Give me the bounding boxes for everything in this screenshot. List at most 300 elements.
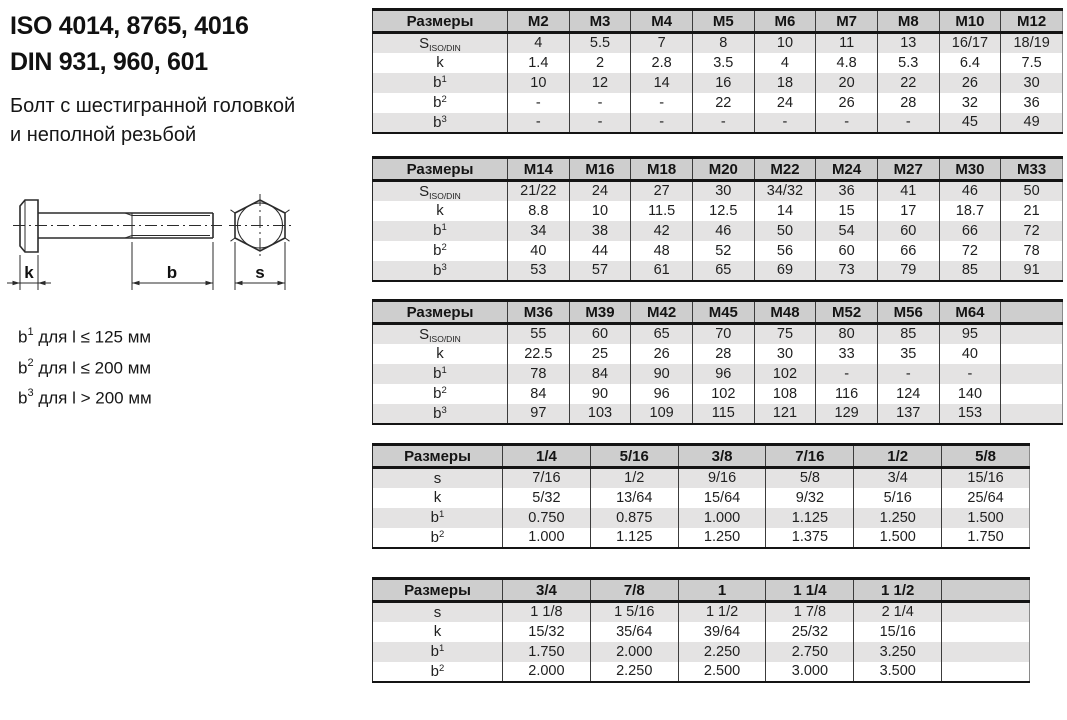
value-cell: 2 1/4 <box>854 602 942 622</box>
value-cell: 17 <box>877 201 939 221</box>
value-cell: 1.4 <box>508 53 570 73</box>
value-cell: 5.5 <box>569 33 631 53</box>
row-label <box>373 602 503 622</box>
row-label-base: S <box>419 34 430 52</box>
value-cell: 11 <box>816 33 878 53</box>
header-row <box>373 445 1030 468</box>
column-header: M14 <box>508 158 570 181</box>
row-label-sub: ISO/DIN <box>429 190 461 201</box>
row-label <box>373 73 508 93</box>
value-cell: 36 <box>816 181 878 201</box>
table-row <box>373 488 1030 508</box>
value-cell: 2 <box>569 53 631 73</box>
footnote-b1-sup: 1 <box>27 326 34 338</box>
value-cell: 54 <box>816 221 878 241</box>
table-row <box>373 384 1063 404</box>
value-cell: 18 <box>754 73 816 93</box>
table-row <box>373 344 1063 364</box>
din-standards-line: DIN 931, 960, 601 <box>10 48 208 76</box>
hex-corner-tick-bl <box>231 238 236 241</box>
row-label-base: s <box>433 603 442 621</box>
value-cell: 1.000 <box>678 508 766 528</box>
table-row <box>373 181 1063 201</box>
metric-table-m2-m12 <box>372 8 1063 134</box>
k-arrow-right <box>38 281 46 286</box>
table-row <box>373 93 1063 113</box>
value-cell: 73 <box>816 261 878 281</box>
value-cell: 25/64 <box>942 488 1030 508</box>
value-cell: 25/32 <box>766 622 854 642</box>
value-cell: 15/16 <box>942 468 1030 488</box>
empty-cell <box>1001 404 1063 424</box>
value-cell: - <box>631 113 693 133</box>
dimension-tables <box>372 0 1067 720</box>
value-cell: 109 <box>631 404 693 424</box>
value-cell: - <box>816 364 878 384</box>
value-cell: 4 <box>754 53 816 73</box>
value-cell: 1.125 <box>590 528 678 548</box>
value-cell: 46 <box>939 181 1001 201</box>
k-arrow-left <box>13 281 21 286</box>
value-cell: 9/16 <box>678 468 766 488</box>
row-label-sup: 1 <box>441 365 447 376</box>
column-header: 3/4 <box>503 579 591 602</box>
row-label-sup: 2 <box>439 528 445 540</box>
value-cell: 10 <box>569 201 631 221</box>
value-cell: 26 <box>631 344 693 364</box>
empty-cell <box>942 642 1030 662</box>
row-label <box>373 468 503 488</box>
row-label-base: k <box>436 345 444 362</box>
iso-standards-line: ISO 4014, 8765, 4016 <box>10 12 249 40</box>
value-cell: 95 <box>939 324 1001 344</box>
value-cell: 1.250 <box>854 508 942 528</box>
value-cell: 26 <box>939 73 1001 93</box>
header-row <box>373 579 1030 602</box>
value-cell: 6.4 <box>939 53 1001 73</box>
value-cell: 1 1/2 <box>678 602 766 622</box>
value-cell: 24 <box>754 93 816 113</box>
value-cell: 15 <box>816 201 878 221</box>
value-cell: 3/4 <box>854 468 942 488</box>
column-header: 1/4 <box>503 445 591 468</box>
table-row <box>373 622 1030 642</box>
column-header: M10 <box>939 10 1001 33</box>
value-cell: 39/64 <box>678 622 766 642</box>
column-header: M18 <box>631 158 693 181</box>
empty-column-header <box>1001 301 1063 324</box>
value-cell: 5/8 <box>766 468 854 488</box>
table-row <box>373 528 1030 548</box>
value-cell: 72 <box>1001 221 1063 241</box>
table-row <box>373 404 1063 424</box>
empty-cell <box>1001 384 1063 404</box>
b-arrow-left <box>132 281 140 286</box>
table-row <box>373 221 1063 241</box>
footnote-b2 <box>18 351 152 382</box>
value-cell: 3.250 <box>854 642 942 662</box>
value-cell: - <box>877 113 939 133</box>
table-row <box>373 364 1063 384</box>
column-header: 5/16 <box>590 445 678 468</box>
metric-table-m36-m64 <box>372 299 1063 425</box>
value-cell: 40 <box>939 344 1001 364</box>
value-cell: 3.500 <box>854 662 942 682</box>
footnote-b3 <box>18 381 152 412</box>
row-label <box>373 93 508 113</box>
row-label-sub: ISO/DIN <box>429 42 461 53</box>
table-row <box>373 241 1063 261</box>
value-cell: 21/22 <box>508 181 570 201</box>
value-cell: 85 <box>877 324 939 344</box>
table-row <box>373 261 1063 281</box>
value-cell: 8 <box>692 33 754 53</box>
value-cell: 60 <box>816 241 878 261</box>
value-cell: 2.000 <box>590 642 678 662</box>
row-label-sup: 1 <box>439 509 445 520</box>
value-cell: 60 <box>877 221 939 241</box>
value-cell: 66 <box>877 241 939 261</box>
empty-cell <box>1001 324 1063 344</box>
empty-cell <box>942 662 1030 682</box>
column-header: M27 <box>877 158 939 181</box>
table-row <box>373 201 1063 221</box>
value-cell: 3.000 <box>766 662 854 682</box>
value-cell: 57 <box>569 261 631 281</box>
value-cell: 1.375 <box>766 528 854 548</box>
column-header: M42 <box>631 301 693 324</box>
inch-table-3-4-to-1-1-2 <box>372 577 1030 683</box>
row-label <box>373 364 508 384</box>
value-cell: 4.8 <box>816 53 878 73</box>
value-cell: 49 <box>1001 113 1063 133</box>
footnote-b1-text: для l ≤ 125 мм <box>33 327 152 347</box>
empty-cell <box>942 602 1030 622</box>
row-label-base: S <box>419 325 430 343</box>
column-header: M36 <box>508 301 570 324</box>
value-cell: 53 <box>508 261 570 281</box>
value-cell: 116 <box>816 384 878 404</box>
value-cell: 5.3 <box>877 53 939 73</box>
product-description <box>10 92 295 150</box>
value-cell: 10 <box>508 73 570 93</box>
value-cell: 97 <box>508 404 570 424</box>
row-label <box>373 33 508 53</box>
size-header-label: Размеры <box>373 445 503 468</box>
table-row <box>373 113 1063 133</box>
table-row <box>373 662 1030 682</box>
value-cell: 16 <box>692 73 754 93</box>
column-header: M64 <box>939 301 1001 324</box>
value-cell: 1.500 <box>942 508 1030 528</box>
value-cell: 42 <box>631 221 693 241</box>
value-cell: - <box>569 113 631 133</box>
value-cell: 7/16 <box>503 468 591 488</box>
value-cell: 50 <box>1001 181 1063 201</box>
value-cell: 90 <box>631 364 693 384</box>
value-cell: 25 <box>569 344 631 364</box>
row-label-base: k <box>433 623 442 640</box>
b-arrow-right <box>206 281 214 286</box>
column-header: M5 <box>692 10 754 33</box>
s-arrow-right <box>278 281 286 286</box>
value-cell: 52 <box>692 241 754 261</box>
value-cell: 2.8 <box>631 53 693 73</box>
value-cell: 22 <box>877 73 939 93</box>
value-cell: 10 <box>754 33 816 53</box>
value-cell: 27 <box>631 181 693 201</box>
footnotes <box>18 320 152 412</box>
size-header-label: Размеры <box>373 10 508 33</box>
value-cell: 12 <box>569 73 631 93</box>
value-cell: 96 <box>692 364 754 384</box>
value-cell: 36 <box>1001 93 1063 113</box>
row-label-base: k <box>436 54 444 71</box>
value-cell: 78 <box>1001 241 1063 261</box>
value-cell: 30 <box>754 344 816 364</box>
value-cell: - <box>939 364 1001 384</box>
value-cell: 0.875 <box>590 508 678 528</box>
value-cell: 66 <box>939 221 1001 241</box>
value-cell: 1 7/8 <box>766 602 854 622</box>
value-cell: 28 <box>877 93 939 113</box>
value-cell: 44 <box>569 241 631 261</box>
value-cell: 124 <box>877 384 939 404</box>
value-cell: 85 <box>939 261 1001 281</box>
description-line-1: Болт с шестигранной головкой <box>10 95 296 117</box>
column-header: M52 <box>816 301 878 324</box>
value-cell: 4 <box>508 33 570 53</box>
column-header: M6 <box>754 10 816 33</box>
value-cell: 18/19 <box>1001 33 1063 53</box>
value-cell: 1.750 <box>503 642 591 662</box>
row-label-sup: 3 <box>441 261 447 273</box>
value-cell: 1.750 <box>942 528 1030 548</box>
value-cell: 16/17 <box>939 33 1001 53</box>
b-dimension-label: b <box>166 263 178 282</box>
row-label-base: b <box>433 94 442 111</box>
row-label-base: b <box>430 662 440 680</box>
header-row <box>373 301 1063 324</box>
value-cell: 35 <box>877 344 939 364</box>
table-row <box>373 33 1063 53</box>
footnote-b2-sup: 2 <box>27 356 34 369</box>
value-cell: 1.500 <box>854 528 942 548</box>
column-header: 1 1/2 <box>854 579 942 602</box>
column-header: M8 <box>877 10 939 33</box>
row-label-base: b <box>433 261 442 279</box>
row-label-sup: 2 <box>441 94 447 105</box>
row-label-sup: 3 <box>441 113 447 125</box>
value-cell: 14 <box>631 73 693 93</box>
column-header: M24 <box>816 158 878 181</box>
value-cell: 38 <box>569 221 631 241</box>
value-cell: 22 <box>692 93 754 113</box>
value-cell: 2.250 <box>590 662 678 682</box>
value-cell: 78 <box>508 364 570 384</box>
value-cell: 34 <box>508 221 570 241</box>
header-row <box>373 158 1063 181</box>
value-cell: 41 <box>877 181 939 201</box>
row-label <box>373 221 508 241</box>
value-cell: 30 <box>692 181 754 201</box>
value-cell: 34/32 <box>754 181 816 201</box>
column-header: M7 <box>816 10 878 33</box>
row-label-sub: ISO/DIN <box>429 333 461 344</box>
column-header: 1 <box>678 579 766 602</box>
value-cell: 45 <box>939 113 1001 133</box>
empty-cell <box>942 622 1030 642</box>
row-label-base: S <box>419 182 430 200</box>
description-line-2: и неполной резьбой <box>10 124 197 146</box>
row-label <box>373 241 508 261</box>
header-row <box>373 10 1063 33</box>
value-cell: - <box>877 364 939 384</box>
footnote-b1-base: b <box>18 327 28 347</box>
row-label-base: b <box>430 643 440 660</box>
row-label <box>373 488 503 508</box>
hex-corner-tick-br <box>285 238 290 241</box>
row-label-base: b <box>430 509 440 526</box>
value-cell: 72 <box>939 241 1001 261</box>
value-cell: 102 <box>692 384 754 404</box>
value-cell: 1/2 <box>590 468 678 488</box>
row-label <box>373 113 508 133</box>
empty-column-header <box>942 579 1030 602</box>
value-cell: 40 <box>508 241 570 261</box>
value-cell: 30 <box>1001 73 1063 93</box>
row-label <box>373 201 508 221</box>
value-cell: 7 <box>631 33 693 53</box>
value-cell: 15/64 <box>678 488 766 508</box>
column-header: 7/8 <box>590 579 678 602</box>
column-header: M39 <box>569 301 631 324</box>
row-label-base: b <box>433 404 442 422</box>
value-cell: 137 <box>877 404 939 424</box>
table-row <box>373 642 1030 662</box>
value-cell: - <box>508 113 570 133</box>
hex-corner-tick-tl <box>231 210 236 213</box>
row-label-base: b <box>433 242 442 259</box>
bolt-technical-drawing <box>0 186 340 311</box>
table-row <box>373 324 1063 344</box>
row-label <box>373 508 503 528</box>
value-cell: 102 <box>754 364 816 384</box>
value-cell: - <box>754 113 816 133</box>
value-cell: 33 <box>816 344 878 364</box>
value-cell: 69 <box>754 261 816 281</box>
row-label-sup: 3 <box>441 404 447 416</box>
row-label-base: s <box>433 469 442 487</box>
value-cell: 56 <box>754 241 816 261</box>
value-cell: - <box>631 93 693 113</box>
table-row <box>373 53 1063 73</box>
k-dimension-label: k <box>24 263 34 282</box>
value-cell: 5/16 <box>854 488 942 508</box>
value-cell: 84 <box>569 364 631 384</box>
value-cell: 129 <box>816 404 878 424</box>
row-label-sup: 1 <box>439 643 445 654</box>
value-cell: 9/32 <box>766 488 854 508</box>
row-label-sup: 2 <box>441 385 447 396</box>
column-header: M22 <box>754 158 816 181</box>
row-label-base: b <box>433 222 442 239</box>
value-cell: 50 <box>754 221 816 241</box>
value-cell: 22.5 <box>508 344 570 364</box>
value-cell: 11.5 <box>631 201 693 221</box>
s-dimension-label: s <box>255 263 265 282</box>
value-cell: 12.5 <box>692 201 754 221</box>
s-arrow-left <box>235 281 243 286</box>
hex-corner-tick-tr <box>285 210 290 213</box>
row-label-base: k <box>433 489 442 506</box>
row-label-base: k <box>436 202 444 219</box>
inch-table-quarter-to-5-8 <box>372 443 1030 549</box>
value-cell: 15/16 <box>854 622 942 642</box>
table-row <box>373 73 1063 93</box>
row-label <box>373 344 508 364</box>
value-cell: 24 <box>569 181 631 201</box>
value-cell: 46 <box>692 221 754 241</box>
value-cell: 14 <box>754 201 816 221</box>
value-cell: 103 <box>569 404 631 424</box>
value-cell: 7.5 <box>1001 53 1063 73</box>
value-cell: 5/32 <box>503 488 591 508</box>
row-label <box>373 404 508 424</box>
row-label-base: b <box>433 74 442 91</box>
empty-cell <box>1001 344 1063 364</box>
value-cell: 3.5 <box>692 53 754 73</box>
value-cell: 2.750 <box>766 642 854 662</box>
metric-table-m14-m33 <box>372 156 1063 282</box>
size-header-label: Размеры <box>373 579 503 602</box>
row-label-base: b <box>433 113 442 131</box>
value-cell: 21 <box>1001 201 1063 221</box>
column-header: M12 <box>1001 10 1063 33</box>
empty-cell <box>1001 364 1063 384</box>
value-cell: 1.000 <box>503 528 591 548</box>
column-header: M4 <box>631 10 693 33</box>
footnote-b3-base: b <box>18 388 28 408</box>
value-cell: 140 <box>939 384 1001 404</box>
row-label-base: b <box>430 528 440 546</box>
value-cell: - <box>816 113 878 133</box>
row-label <box>373 528 503 548</box>
value-cell: 18.7 <box>939 201 1001 221</box>
row-label-sup: 2 <box>441 242 447 253</box>
value-cell: 65 <box>631 324 693 344</box>
value-cell: 108 <box>754 384 816 404</box>
table-row <box>373 468 1030 488</box>
value-cell: 75 <box>754 324 816 344</box>
value-cell: 2.000 <box>503 662 591 682</box>
size-header-label: Размеры <box>373 301 508 324</box>
column-header: 5/8 <box>942 445 1030 468</box>
column-header: 1/2 <box>854 445 942 468</box>
value-cell: 60 <box>569 324 631 344</box>
column-header: M30 <box>939 158 1001 181</box>
row-label <box>373 261 508 281</box>
value-cell: 35/64 <box>590 622 678 642</box>
value-cell: 115 <box>692 404 754 424</box>
standards-title <box>10 8 249 80</box>
value-cell: 2.250 <box>678 642 766 662</box>
value-cell: 13/64 <box>590 488 678 508</box>
value-cell: 32 <box>939 93 1001 113</box>
footnote-b1 <box>18 320 152 351</box>
value-cell: 0.750 <box>503 508 591 528</box>
row-label <box>373 384 508 404</box>
